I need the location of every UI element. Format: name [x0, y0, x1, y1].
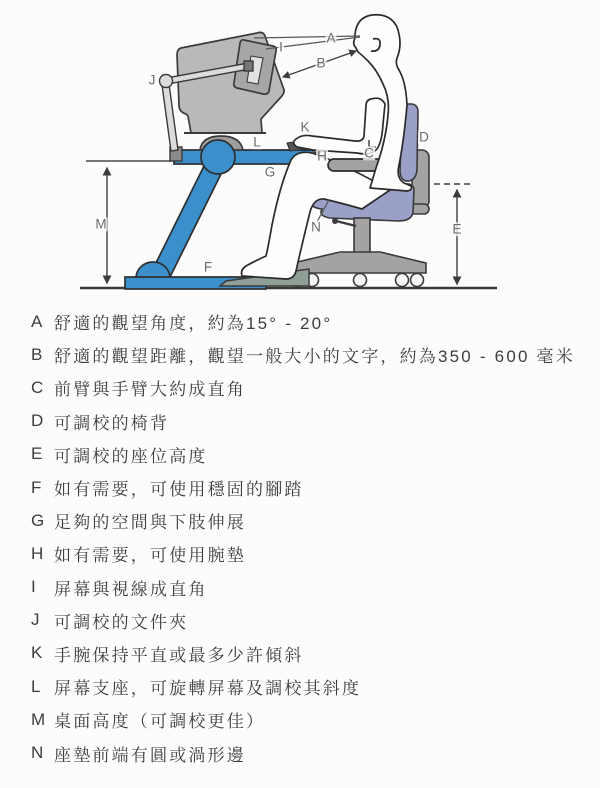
- desk-pivot-joint: [201, 140, 235, 174]
- caster-wheel: [396, 274, 409, 287]
- horizontal-sight-line: [254, 36, 360, 38]
- diagram-label-l: L: [253, 134, 261, 150]
- legend-item: [0, 670, 600, 703]
- height-lever: [336, 221, 356, 226]
- legend-letter: E: [31, 444, 43, 464]
- legend-text: 座墊前端有圓或渦形邊: [54, 745, 246, 765]
- legend-text: 如有需要，可使用腕墊: [54, 546, 246, 566]
- legend-text: 可調校的文件夾: [54, 612, 189, 632]
- legend-letter: J: [31, 610, 40, 630]
- legend-letter: C: [31, 377, 44, 397]
- legend-letter: A: [31, 311, 43, 331]
- legend-letter: D: [31, 411, 44, 431]
- legend-letter: H: [31, 543, 44, 563]
- legend-letter: K: [31, 643, 43, 663]
- arm-ball-joint: [160, 75, 173, 88]
- legend-list: [0, 305, 600, 770]
- legend-item: [0, 537, 600, 570]
- legend-letter: L: [31, 676, 41, 696]
- legend-item: [0, 305, 600, 338]
- legend-item: [0, 703, 600, 736]
- caster-wheel: [354, 274, 367, 287]
- legend-item: [0, 571, 600, 604]
- diagram-label-j: J: [148, 72, 156, 88]
- legend-letter: N: [31, 743, 44, 763]
- legend-item: [0, 438, 600, 471]
- legend-item: [0, 604, 600, 637]
- legend-letter: I: [31, 577, 36, 597]
- diagram-label-k: K: [300, 119, 310, 135]
- legend-text: 手腕保持平直或最多少許傾斜: [54, 645, 304, 665]
- diagram-label-g: G: [264, 164, 276, 180]
- arm-end-joint: [244, 61, 253, 71]
- diagram-label-m: M: [95, 216, 107, 232]
- legend-item: [0, 371, 600, 404]
- legend-text: 足夠的空間與下肢伸展: [54, 513, 246, 533]
- workstation-figure: [0, 0, 600, 300]
- legend-text: 可調校的椅背: [54, 413, 170, 433]
- diagram-label-e: E: [452, 221, 462, 237]
- diagram-label-i: I: [279, 39, 283, 55]
- legend-text: 屏幕與視線成直角: [54, 579, 208, 599]
- monitor: [177, 32, 284, 150]
- legend-text: 可調校的座位高度: [54, 446, 208, 466]
- legend-item: [0, 504, 600, 537]
- legend-text: 舒適的觀望角度，約為15° - 20°: [54, 314, 333, 334]
- legend-text: 舒適的觀望距離，觀望一般大小的文字，約為350 - 600 毫米: [54, 347, 575, 367]
- chair-base: [293, 252, 426, 273]
- workstation-illustration: [0, 0, 600, 300]
- diagram-label-n: N: [311, 219, 321, 235]
- caster-wheel: [411, 274, 424, 287]
- legend-item: [0, 338, 600, 371]
- legend-item: [0, 405, 600, 438]
- diagram-label-a: A: [326, 30, 336, 46]
- chair-column: [354, 218, 370, 254]
- legend-letter: G: [31, 510, 45, 530]
- diagram-label-b: B: [316, 55, 326, 71]
- diagram-label-d: D: [419, 129, 429, 145]
- legend-letter: M: [31, 709, 46, 729]
- legend-text: 桌面高度（可調校更佳）: [54, 712, 266, 732]
- legend-letter: B: [31, 344, 43, 364]
- legend-letter: F: [31, 477, 42, 497]
- diagram-label-h: H: [317, 148, 327, 164]
- legend-item: [0, 471, 600, 504]
- legend-text: 屏幕支座，可旋轉屏幕及調校其斜度: [54, 679, 362, 699]
- legend-item: [0, 637, 600, 670]
- legend-text: 前臂與手臂大約成直角: [54, 380, 246, 400]
- diagram-label-c: C: [364, 145, 374, 161]
- legend-text: 如有需要，可使用穩固的腳踏: [54, 480, 304, 500]
- diagram-label-f: F: [203, 259, 213, 275]
- legend-item: [0, 736, 600, 769]
